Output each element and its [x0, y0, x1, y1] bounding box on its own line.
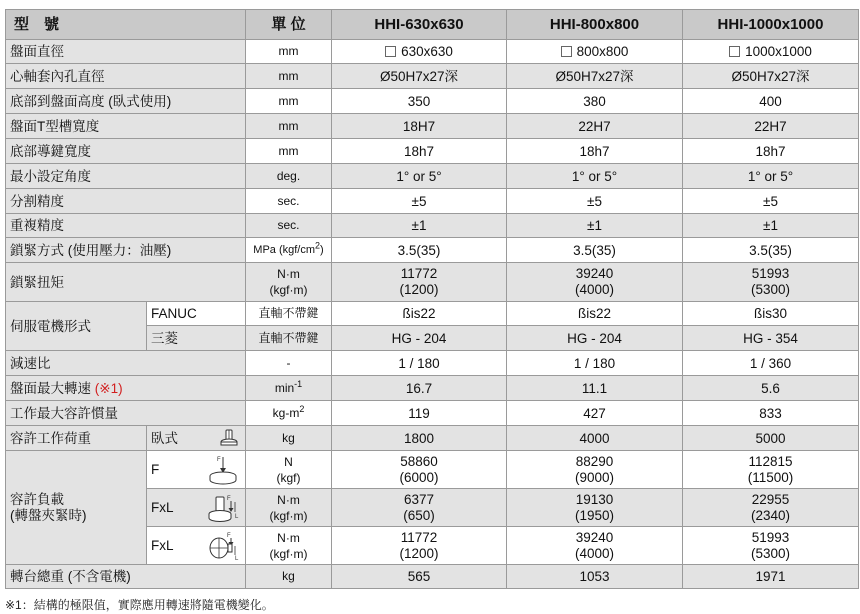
checkbox-icon — [385, 46, 396, 57]
cell-value: 833 — [683, 401, 859, 426]
length-letter: L — [235, 555, 239, 561]
cell-value: Ø50H7x27深 — [507, 64, 683, 89]
sub-label: 三菱 — [147, 326, 246, 351]
table-row — [6, 401, 859, 426]
table-row — [6, 164, 859, 189]
row-unit: 直軸不帶鍵 — [246, 302, 332, 326]
cell-value: 1 / 180 — [507, 351, 683, 376]
row-unit: 直軸不帶鍵 — [246, 326, 332, 351]
value-line: (5300) — [751, 545, 791, 561]
row-unit: mm — [246, 114, 332, 139]
value-line: 51993 — [751, 529, 790, 545]
value-line: 39240 — [575, 529, 614, 545]
table-row — [6, 263, 859, 302]
cell-value: ±5 — [507, 189, 683, 214]
cell-value: ±1 — [332, 214, 507, 238]
cell-value: 4000 — [507, 426, 683, 451]
value-line: 11772 — [400, 266, 438, 281]
cell-value: ßis22 — [507, 302, 683, 326]
table-row — [6, 114, 859, 139]
row-unit: sec. — [246, 214, 332, 238]
cell-value: 1° or 5° — [332, 164, 507, 189]
unit-text: min — [274, 380, 295, 395]
cell-value: 1 / 360 — [683, 351, 859, 376]
row-unit: mm — [246, 139, 332, 164]
label-text: 盤面最大轉速 — [10, 380, 91, 396]
unit-line: (kgf·m) — [269, 508, 308, 523]
sub-label-text: FxL — [151, 500, 174, 515]
cell-value: HG - 354 — [683, 326, 859, 351]
cell-value — [507, 451, 683, 489]
cell-value: 11.1 — [507, 376, 683, 401]
row-unit — [246, 451, 332, 489]
cell-value — [507, 263, 683, 302]
unit-line: (kgf·m) — [269, 283, 308, 297]
cell-text: 630x630 — [401, 44, 453, 59]
value-line: 22955 — [751, 491, 790, 507]
table-row — [6, 64, 859, 89]
row-unit — [246, 376, 332, 401]
cell-value: ßis22 — [332, 302, 507, 326]
label-line: (轉盤夾緊時) — [10, 507, 87, 523]
row-unit: mm — [246, 40, 332, 64]
unit-line: N·m — [277, 530, 300, 545]
cell-value — [683, 489, 859, 527]
row-label: 底部導鍵寬度 — [6, 139, 246, 164]
force-letter: F — [217, 456, 221, 463]
value-line: (1200) — [399, 545, 439, 561]
value-line: 88290 — [575, 453, 614, 469]
checkbox-icon — [729, 46, 740, 57]
value-line: 112815 — [748, 453, 793, 469]
row-label: 分割精度 — [6, 189, 246, 214]
row-unit: - — [246, 351, 332, 376]
sub-label-text: F — [151, 462, 160, 477]
cell-value: 1 / 180 — [332, 351, 507, 376]
cell-value: 5.6 — [683, 376, 859, 401]
vertical-moment-load-icon — [207, 531, 239, 561]
cell-value: 18h7 — [507, 139, 683, 164]
row-unit: mm — [246, 89, 332, 114]
cell-value: 3.5(35) — [683, 238, 859, 263]
row-label: 盤面直徑 — [6, 40, 246, 64]
model-800-header: HHI-800x800 — [507, 10, 683, 40]
cell-value: 22H7 — [507, 114, 683, 139]
value-line: (11500) — [747, 469, 794, 485]
sub-label — [147, 527, 246, 565]
sub-label-text: FxL — [151, 538, 174, 553]
table-row — [6, 214, 859, 238]
model-header: 型 號 — [6, 10, 246, 40]
row-label: 鎖緊扭矩 — [6, 263, 246, 302]
row-unit: mm — [246, 64, 332, 89]
cell-value — [332, 527, 507, 565]
sub-label — [147, 451, 246, 489]
row-label: 鎖緊方式 (使用壓力：油壓) — [6, 238, 246, 263]
cell-value: 18H7 — [332, 114, 507, 139]
force-letter: F — [227, 532, 231, 539]
cell-value: 3.5(35) — [332, 238, 507, 263]
cell-value — [507, 489, 683, 527]
cell-value: 22H7 — [683, 114, 859, 139]
row-label: 心軸套內孔直徑 — [6, 64, 246, 89]
row-unit: kg — [246, 565, 332, 589]
cell-value — [332, 40, 507, 64]
value-line: (6000) — [399, 469, 439, 485]
model-1000-header: HHI-1000x1000 — [683, 10, 859, 40]
cell-value: 1° or 5° — [507, 164, 683, 189]
value-line: (5300) — [751, 282, 791, 297]
row-label: 工作最大容許慣量 — [6, 401, 246, 426]
checkbox-icon — [561, 46, 572, 57]
label-line: 容許負載 — [10, 491, 64, 507]
row-label: 轉台總重 (不含電機) — [6, 565, 246, 589]
value-line: (1200) — [399, 282, 439, 297]
value-line: 39240 — [575, 266, 614, 281]
row-unit: deg. — [246, 164, 332, 189]
row-label: 伺服電機形式 — [6, 302, 147, 351]
cell-value: 565 — [332, 565, 507, 589]
unit-line: (kgf) — [276, 470, 301, 485]
cell-value: ±1 — [507, 214, 683, 238]
value-line: 58860 — [400, 453, 438, 469]
cell-value: 1° or 5° — [683, 164, 859, 189]
unit-line: N·m — [277, 492, 300, 507]
cell-value: 18h7 — [683, 139, 859, 164]
value-line: (650) — [403, 507, 435, 523]
header-row — [6, 10, 859, 40]
unit-text: MPa (kgf/cm — [253, 243, 316, 256]
cell-value: Ø50H7x27深 — [332, 64, 507, 89]
cell-value — [332, 451, 507, 489]
cell-value — [332, 263, 507, 302]
cell-value: 380 — [507, 89, 683, 114]
table-row — [6, 302, 859, 326]
sub-label — [147, 426, 246, 451]
table-row — [6, 89, 859, 114]
table-row — [6, 376, 859, 401]
sub-label-text: 臥式 — [151, 430, 178, 446]
table-row — [6, 451, 859, 489]
unit-superscript: 2 — [315, 239, 321, 250]
model-630-header: HHI-630x630 — [332, 10, 507, 40]
cell-value: ±1 — [683, 214, 859, 238]
sub-label — [147, 489, 246, 527]
cell-value: 400 — [683, 89, 859, 114]
row-unit — [246, 527, 332, 565]
unit-line: N — [284, 454, 293, 469]
row-label: 最小設定角度 — [6, 164, 246, 189]
length-letter: L — [235, 513, 239, 520]
sub-label: FANUC — [147, 302, 246, 326]
unit-header: 單 位 — [246, 10, 332, 40]
value-line: 6377 — [403, 491, 435, 507]
cell-value: 5000 — [683, 426, 859, 451]
table-row — [6, 40, 859, 64]
cell-value — [683, 40, 859, 64]
row-label — [6, 451, 147, 565]
row-label — [6, 376, 246, 401]
value-line: (9000) — [575, 469, 615, 485]
table-row — [6, 351, 859, 376]
value-line: 19130 — [575, 491, 614, 507]
cell-value: HG - 204 — [507, 326, 683, 351]
cell-value: 3.5(35) — [507, 238, 683, 263]
cell-value — [332, 489, 507, 527]
unit-line: (kgf·m) — [269, 546, 308, 561]
footnote: ※1：結構的極限值，實際應用轉速將隨電機變化。 — [5, 598, 274, 612]
unit-line: N·m — [277, 267, 300, 281]
row-unit: sec. — [246, 189, 332, 214]
row-label: 重複精度 — [6, 214, 246, 238]
table-row — [6, 189, 859, 214]
cell-value — [683, 451, 859, 489]
cell-value — [507, 527, 683, 565]
value-line: 11772 — [400, 529, 438, 545]
cell-value: 350 — [332, 89, 507, 114]
cell-value: Ø50H7x27深 — [683, 64, 859, 89]
cell-value: ±5 — [332, 189, 507, 214]
row-label: 盤面T型槽寬度 — [6, 114, 246, 139]
cell-value — [507, 40, 683, 64]
cell-value: 1053 — [507, 565, 683, 589]
axial-load-icon — [207, 455, 239, 485]
cell-value: 427 — [507, 401, 683, 426]
unit-text: kg-m — [272, 405, 300, 420]
cell-value — [683, 527, 859, 565]
unit-superscript: 2 — [299, 403, 305, 414]
row-label: 底部到盤面高度 (臥式使用) — [6, 89, 246, 114]
value-line: (4000) — [575, 282, 615, 297]
row-label: 減速比 — [6, 351, 246, 376]
table-row — [6, 139, 859, 164]
cell-value: HG - 204 — [332, 326, 507, 351]
cell-text: 1000x1000 — [745, 44, 812, 59]
value-line: 51993 — [751, 266, 790, 281]
cell-text: 800x800 — [576, 44, 629, 59]
footnote-mark: (※1) — [94, 380, 123, 396]
cell-value: 1800 — [332, 426, 507, 451]
unit-superscript: -1 — [294, 378, 303, 389]
moment-load-icon — [207, 493, 239, 523]
table-row — [6, 426, 859, 451]
row-unit — [246, 489, 332, 527]
value-line: (4000) — [575, 545, 615, 561]
cell-value: ±5 — [683, 189, 859, 214]
row-unit — [246, 263, 332, 302]
row-label: 容許工作荷重 — [6, 426, 147, 451]
row-unit: kg — [246, 426, 332, 451]
cell-value: 119 — [332, 401, 507, 426]
spec-table — [5, 9, 859, 589]
table-row — [6, 565, 859, 589]
cell-value: ßis30 — [683, 302, 859, 326]
row-unit — [246, 238, 332, 263]
horizontal-table-icon — [219, 428, 239, 448]
cell-value: 1971 — [683, 565, 859, 589]
cell-value: 18h7 — [332, 139, 507, 164]
value-line: (2340) — [751, 507, 791, 523]
row-unit — [246, 401, 332, 426]
force-letter: F — [227, 495, 231, 502]
unit-text: ) — [320, 243, 324, 256]
table-row — [6, 238, 859, 263]
value-line: (1950) — [575, 507, 615, 523]
cell-value: 16.7 — [332, 376, 507, 401]
cell-value — [683, 263, 859, 302]
